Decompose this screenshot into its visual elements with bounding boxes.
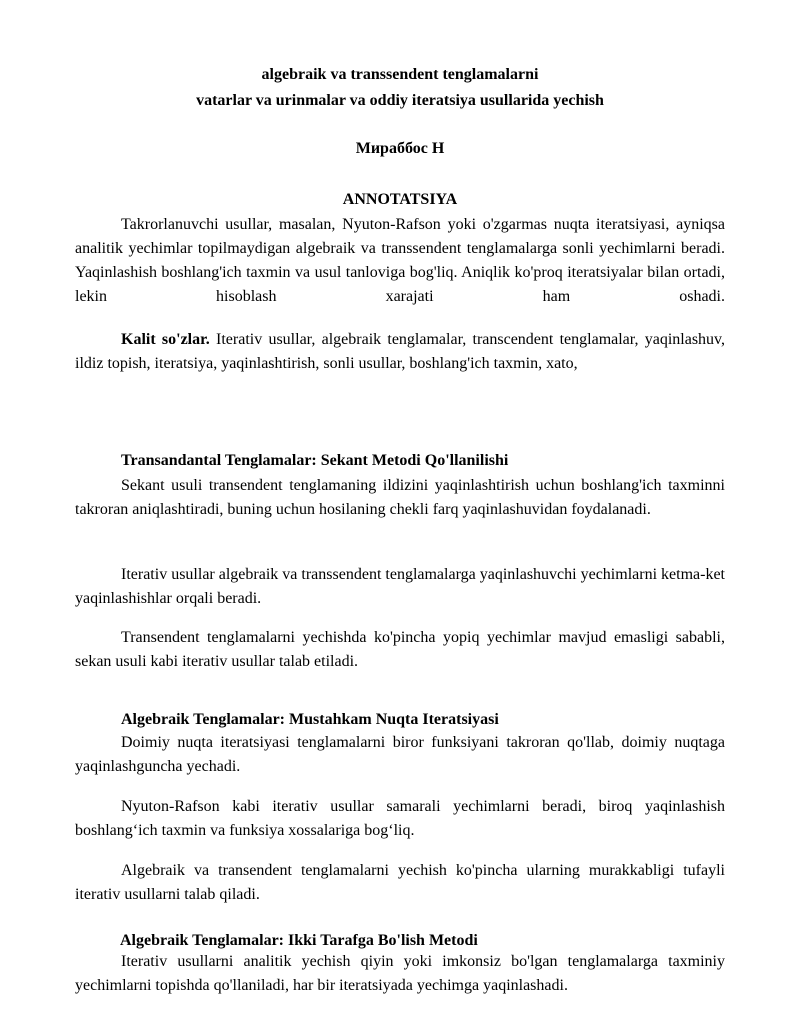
section-paragraph: Nyuton-Rafson kabi iterativ usullar samarali yechimlarni beradi, biroq yaqinlashish boshlang‘ich taxmin va funksiya xossalariga bog‘liq. — [75, 798, 725, 839]
section-paragraph: Iterativ usullarni analitik yechish qiyin yoki imkonsiz bo'lgan tenglamalarga taxminiy yechimlarni topishda qo'llaniladi, har bir iteratsiyada yechimga yaqinlashadi. — [75, 953, 725, 994]
paper-title-line-1: algebraik va transsendent tenglamalarni — [261, 66, 539, 83]
section-paragraph: Doimiy nuqta iteratsiyasi tenglamalarni biror funksiyani takroran qo'llab, doimiy nuqtaga yaqinlashguncha yechadi. — [75, 734, 725, 775]
abstract-text: Takrorlanuvchi usullar, masalan, Nyuton-Rafson yoki o'zgarmas nuqta iteratsiyasi, ayniqsa analitik yechimlar topilmaydigan algebraik va transsendent tenglamalarga sonli yechimlarni beradi. Yaqinlashish boshlang'ich taxmin va usul tanloviga bog'liq. Aniqlik ko'proq iteratsiyalar bilan ortadi, lekin hisoblash xarajati ham oshadi. — [75, 216, 725, 305]
paper-title — [75, 62, 725, 114]
section-heading-fixed-point: Algebraik Tenglamalar: Mustahkam Nuqta Iteratsiyasi — [121, 711, 499, 728]
keywords-text: Iterativ usullar, algebraik tenglamalar, transcendent tenglamalar, yaqinlashuv, ildiz topish, iteratsiya, yaqinlashtirish, sonli usullar, boshlang'ich taxmin, xato, — [75, 331, 725, 372]
abstract-heading: ANNOTATSIYA — [342, 191, 458, 208]
section-paragraph: Algebraik va transendent tenglamalarni yechish ko'pincha ularning murakkabligi tufayli iterativ usullarni talab qiladi. — [75, 862, 725, 903]
section-heading-bisection: Algebraik Tenglamalar: Ikki Tarafga Bo'lish Metodi — [120, 932, 478, 949]
section-paragraph: Sekant usuli transendent tenglamaning ildizini yaqinlashtirish uchun boshlang'ich taxminni takroran aniqlashtiradi, buning uchun hosilaning chekli farq yaqinlashuvidan foydalanadi. — [75, 477, 725, 518]
section-heading-secant: Transandantal Tenglamalar: Sekant Metodi Qo'llanilishi — [121, 452, 509, 469]
section-paragraph: Iterativ usullar algebraik va transsendent tenglamalarga yaqinlashuvchi yechimlarni ketma-ket yaqinlashishlar orqali beradi. — [75, 566, 725, 607]
keywords-label: Kalit so'zlar. — [121, 331, 210, 348]
section-paragraph: Transendent tenglamalarni yechishda ko'pincha yopiq yechimlar mavjud emasligi sababli, sekan usuli kabi iterativ usullar talab etiladi. — [75, 629, 725, 670]
keywords-paragraph — [75, 328, 725, 376]
paper-title-line-2: vatarlar va urinmalar va oddiy iteratsiya usullarida yechish — [196, 92, 604, 109]
author-name: Мираббос Н — [355, 140, 445, 157]
